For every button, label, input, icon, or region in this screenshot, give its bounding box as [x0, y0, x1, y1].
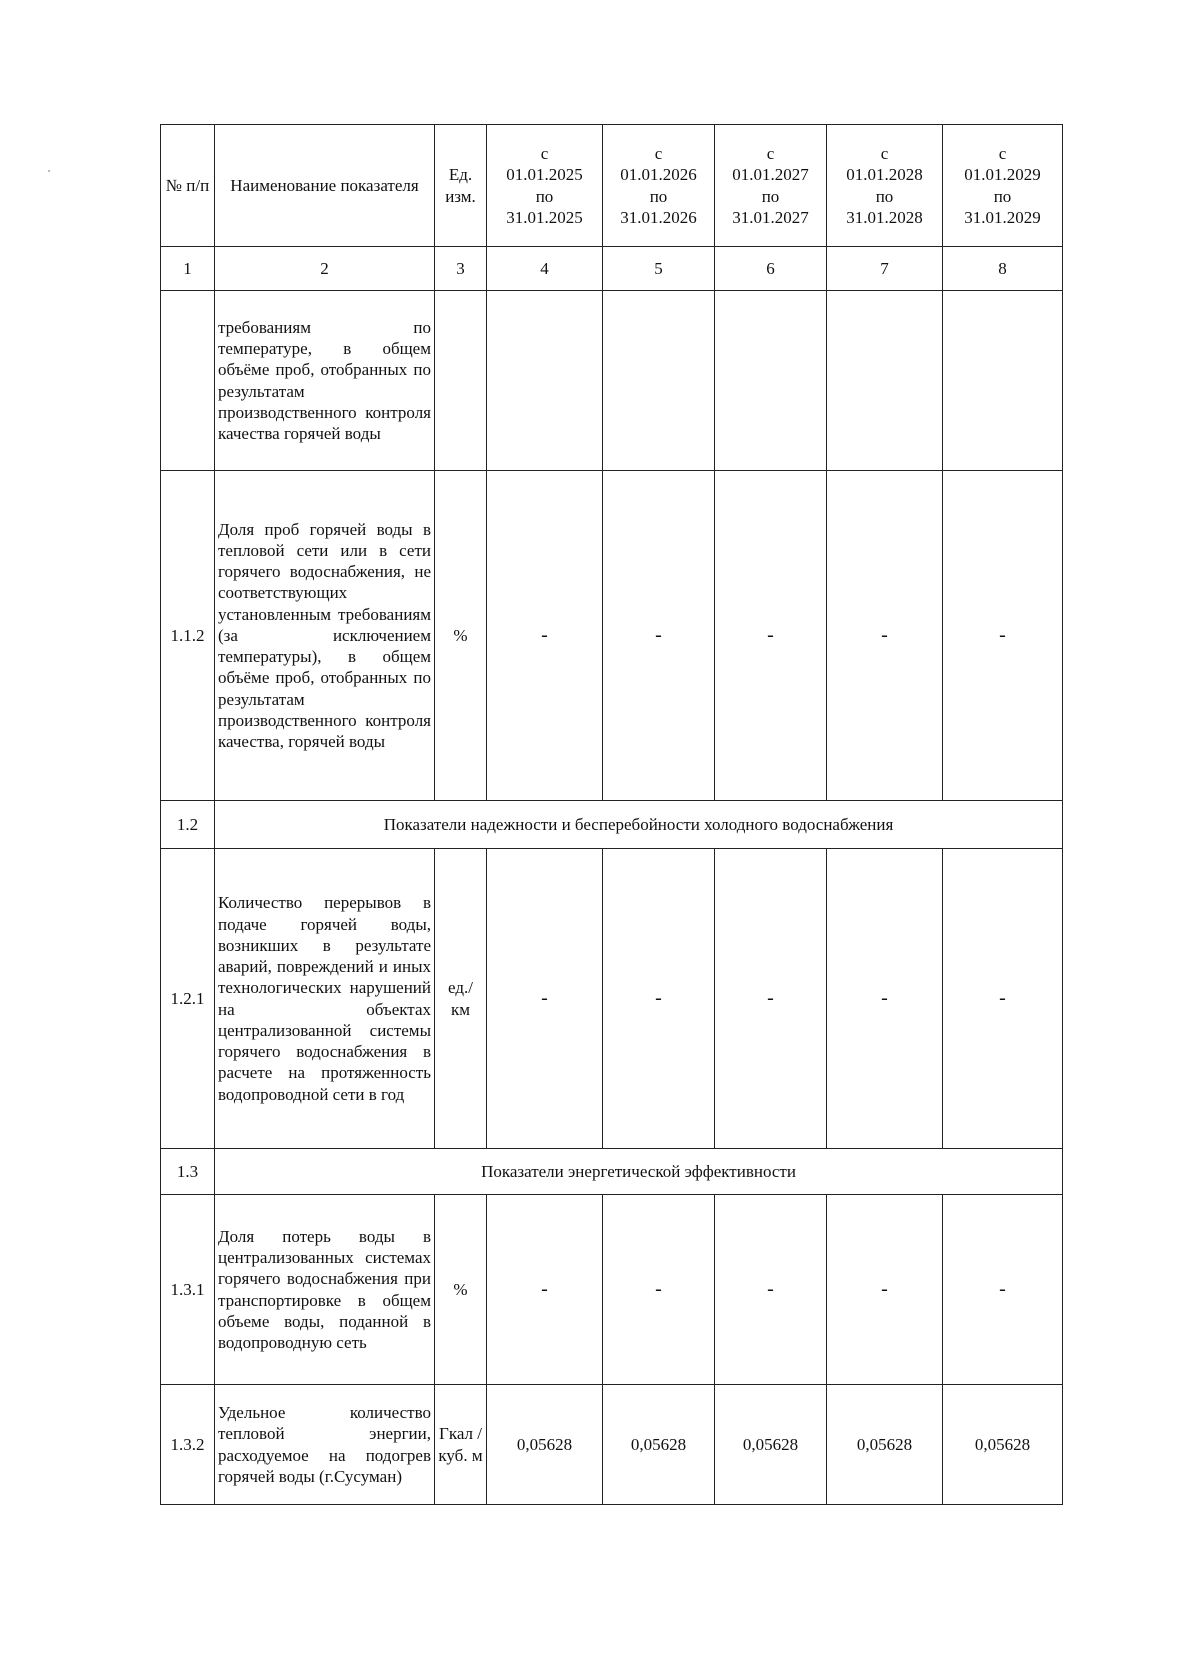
row-value: -	[943, 471, 1063, 801]
row-value	[487, 291, 603, 471]
row-value: -	[715, 849, 827, 1149]
row-value: -	[827, 1195, 943, 1385]
row-value: -	[827, 849, 943, 1149]
row-value: 0,05628	[943, 1385, 1063, 1505]
col-number: 4	[487, 247, 603, 291]
row-value: -	[715, 1195, 827, 1385]
row-value: -	[827, 471, 943, 801]
row-value: -	[603, 849, 715, 1149]
row-value: 0,05628	[603, 1385, 715, 1505]
row-value: -	[487, 1195, 603, 1385]
col-number: 7	[827, 247, 943, 291]
header-unit: Ед. изм.	[435, 125, 487, 247]
row-value: 0,05628	[487, 1385, 603, 1505]
section-title: Показатели энергетической эффективности	[215, 1149, 1063, 1195]
row-value: 0,05628	[827, 1385, 943, 1505]
row-unit: Гкал / куб. м	[435, 1385, 487, 1505]
row-value: 0,05628	[715, 1385, 827, 1505]
row-value: -	[943, 849, 1063, 1149]
row-value	[943, 291, 1063, 471]
row-name: Доля потерь воды в централизованных системах горячего водоснабжения при транспортировке в общем объеме воды, поданной в водопроводную сеть	[215, 1195, 435, 1385]
row-value	[827, 291, 943, 471]
row-unit: ед./ км	[435, 849, 487, 1149]
row-name: Количество перерывов в подаче горячей воды, возникших в результате аварий, повреждений и иных технологических нарушений на объектах централизованной системы горячего водоснабжения в расчете на протяженность водопроводной сети в год	[215, 849, 435, 1149]
row-value: -	[715, 471, 827, 801]
header-period-1: с 01.01.2025 по 31.01.2025	[487, 125, 603, 247]
section-no: 1.3	[161, 1149, 215, 1195]
section-row	[161, 801, 1063, 849]
row-unit: %	[435, 1195, 487, 1385]
row-no	[161, 291, 215, 471]
header-no: № п/п	[161, 125, 215, 247]
row-value: -	[487, 849, 603, 1149]
row-value	[715, 291, 827, 471]
row-value: -	[943, 1195, 1063, 1385]
table-header-row	[161, 125, 1063, 247]
row-value: -	[603, 1195, 715, 1385]
table-row	[161, 291, 1063, 471]
row-unit: %	[435, 471, 487, 801]
col-number: 8	[943, 247, 1063, 291]
row-no: 1.1.2	[161, 471, 215, 801]
row-no: 1.3.2	[161, 1385, 215, 1505]
section-title: Показатели надежности и бесперебойности холодного водоснабжения	[215, 801, 1063, 849]
row-value: -	[603, 471, 715, 801]
row-no: 1.3.1	[161, 1195, 215, 1385]
header-period-4: с 01.01.2028 по 31.01.2028	[827, 125, 943, 247]
col-number: 6	[715, 247, 827, 291]
col-number: 3	[435, 247, 487, 291]
section-row	[161, 1149, 1063, 1195]
header-period-5: с 01.01.2029 по 31.01.2029	[943, 125, 1063, 247]
section-no: 1.2	[161, 801, 215, 849]
header-period-2: с 01.01.2026 по 31.01.2026	[603, 125, 715, 247]
header-period-3: с 01.01.2027 по 31.01.2027	[715, 125, 827, 247]
col-number: 2	[215, 247, 435, 291]
column-numbers-row	[161, 247, 1063, 291]
table-row	[161, 1195, 1063, 1385]
row-unit	[435, 291, 487, 471]
table-row	[161, 849, 1063, 1149]
row-name: Доля проб горячей воды в тепловой сети или в сети горячего водоснабжения, не соответствующих установленным требованиям (за исключением температуры), в общем объёме проб, отобранных по результатам производственного контроля качества, горячей воды	[215, 471, 435, 801]
col-number: 5	[603, 247, 715, 291]
table-row	[161, 471, 1063, 801]
row-no: 1.2.1	[161, 849, 215, 1149]
scan-speck	[48, 170, 50, 172]
table-row	[161, 1385, 1063, 1505]
row-name: требованиям по температуре, в общем объёме проб, отобранных по результатам производственного контроля качества горячей воды	[215, 291, 435, 471]
header-name: Наименование показателя	[215, 125, 435, 247]
row-value	[603, 291, 715, 471]
col-number: 1	[161, 247, 215, 291]
row-value: -	[487, 471, 603, 801]
indicators-table	[160, 124, 1063, 1505]
row-name: Удельное количество тепловой энергии, расходуемое на подогрев горячей воды (г.Сусуман)	[215, 1385, 435, 1505]
